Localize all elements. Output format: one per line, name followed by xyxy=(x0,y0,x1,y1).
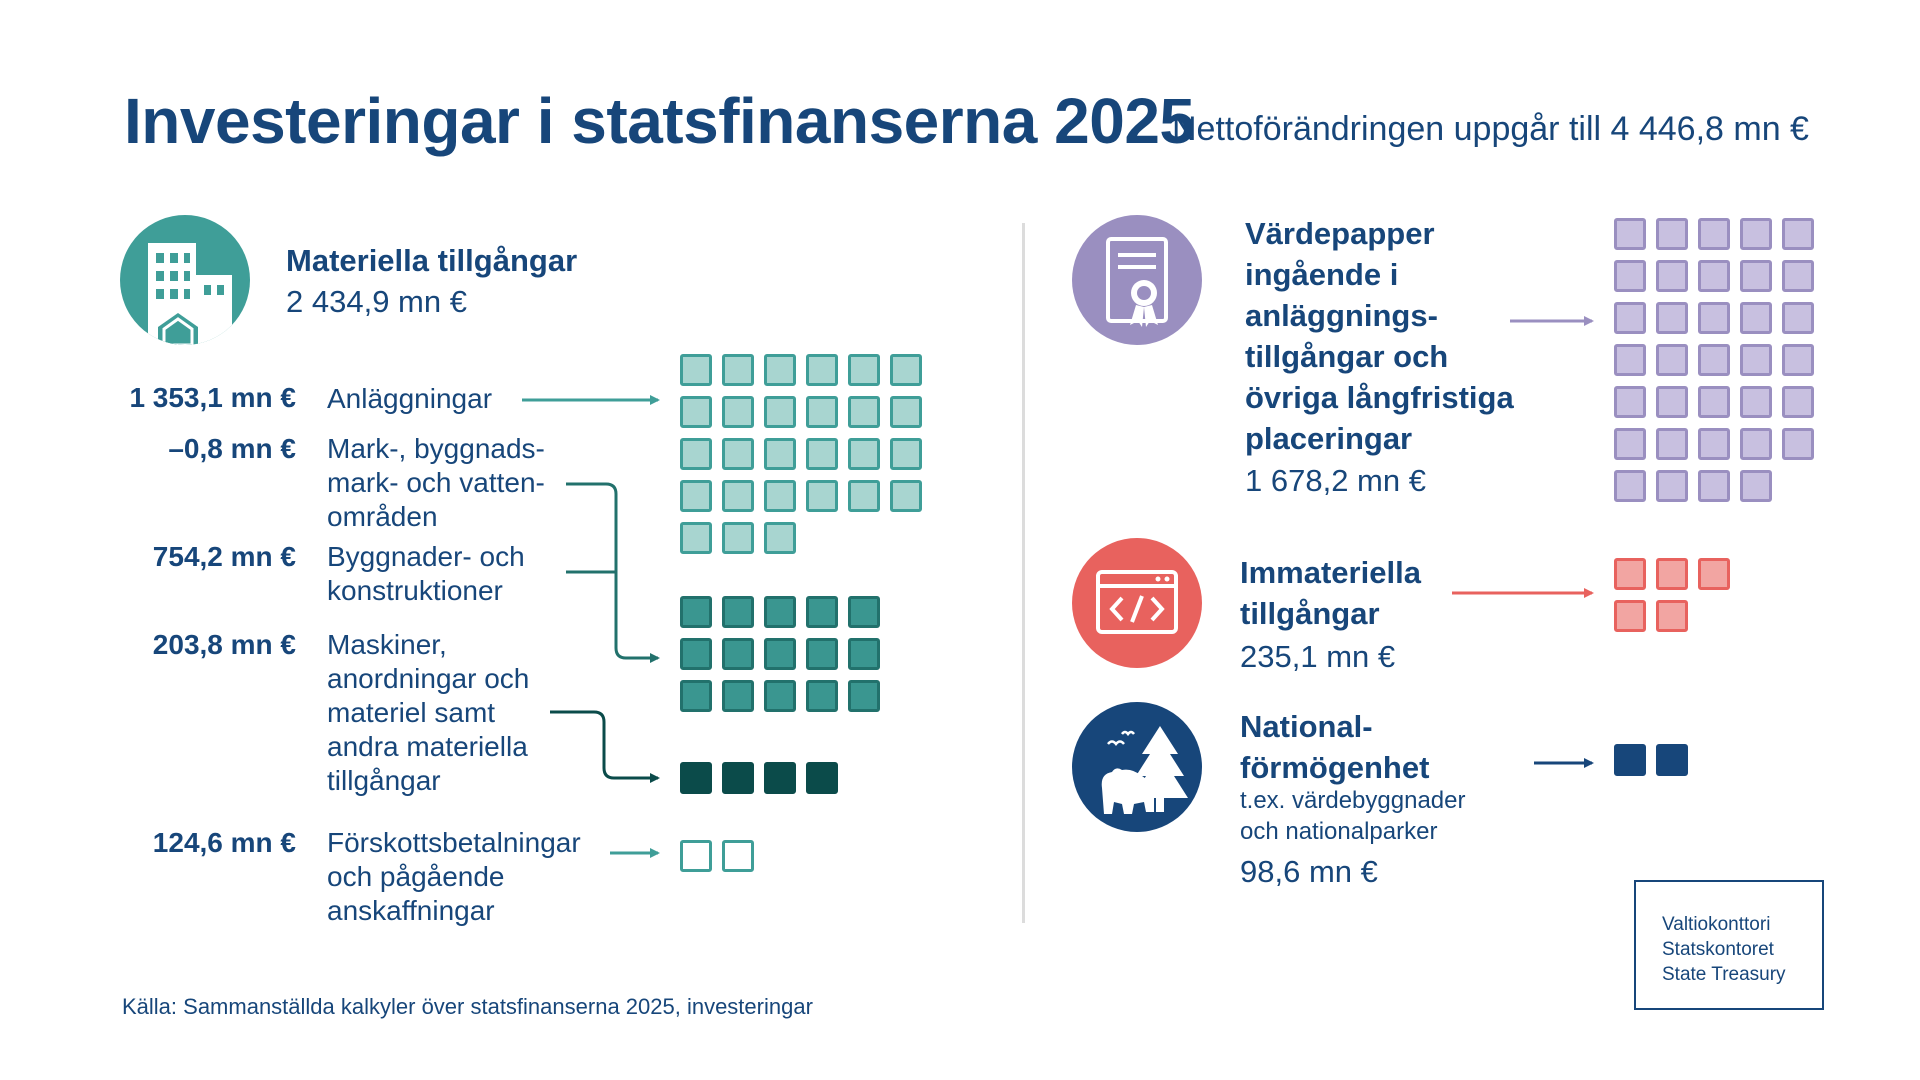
squares-vardepapper xyxy=(1614,218,1834,518)
unit-square xyxy=(1656,218,1688,250)
unit-square xyxy=(680,638,712,670)
unit-square xyxy=(1656,302,1688,334)
squares-maskiner xyxy=(680,762,860,798)
unit-square xyxy=(764,396,796,428)
unit-square xyxy=(1740,344,1772,376)
unit-square xyxy=(848,480,880,512)
unit-square xyxy=(1656,558,1688,590)
unit-square xyxy=(1614,218,1646,250)
source-note: Källa: Sammanställda kalkyler över statsfinanserna 2025, investeringar xyxy=(122,994,813,1019)
unit-square xyxy=(680,522,712,554)
unit-square xyxy=(806,762,838,794)
unit-square xyxy=(1782,428,1814,460)
unit-square xyxy=(806,680,838,712)
unit-square xyxy=(1698,470,1730,502)
unit-square xyxy=(722,522,754,554)
unit-square xyxy=(680,762,712,794)
squares-forskott xyxy=(680,840,780,876)
unit-square xyxy=(1740,260,1772,292)
unit-square xyxy=(1740,386,1772,418)
unit-square xyxy=(1614,600,1646,632)
unit-square xyxy=(848,680,880,712)
unit-square xyxy=(1656,600,1688,632)
unit-square xyxy=(764,596,796,628)
unit-square xyxy=(680,396,712,428)
unit-square xyxy=(848,354,880,386)
unit-square xyxy=(1614,386,1646,418)
unit-square xyxy=(848,438,880,470)
squares-byggnader xyxy=(680,596,900,716)
immateriella-heading: Immateriella tillgångar xyxy=(1240,555,1421,631)
unit-square xyxy=(722,480,754,512)
page-title: Investeringar i statsfinanserna 2025 xyxy=(124,85,1195,157)
code-window-icon xyxy=(1072,538,1202,668)
national-heading: National- förmögenhet xyxy=(1240,709,1430,785)
unit-square xyxy=(1782,344,1814,376)
label-maskiner: Maskiner, anordningar och materiel samt andra materiella tillgångar xyxy=(327,629,530,796)
unit-square xyxy=(1740,428,1772,460)
unit-square xyxy=(764,354,796,386)
unit-square xyxy=(1656,386,1688,418)
materiella-heading: Materiella tillgångar xyxy=(286,243,578,278)
materiella-value: 2 434,9 mn € xyxy=(286,284,467,319)
label-forskott: Förskottsbetalningar och pågående anskaffningar xyxy=(327,827,581,926)
amount-maskiner: 203,8 mn € xyxy=(152,629,296,660)
arrow-byggnader xyxy=(566,484,658,658)
squares-national xyxy=(1614,744,1714,784)
unit-square xyxy=(722,840,754,872)
vardepapper-heading: Värdepapper ingående i anläggnings- tillgångar och övriga långfristiga placeringar xyxy=(1245,216,1514,456)
unit-square xyxy=(722,638,754,670)
label-mark: Mark-, byggnads- mark- och vatten- områden xyxy=(327,433,545,532)
unit-square xyxy=(1698,558,1730,590)
unit-square xyxy=(1614,344,1646,376)
unit-square xyxy=(764,638,796,670)
unit-square xyxy=(764,480,796,512)
unit-square xyxy=(1740,302,1772,334)
unit-square xyxy=(1614,260,1646,292)
unit-square xyxy=(806,480,838,512)
unit-square xyxy=(1656,428,1688,460)
unit-square xyxy=(764,438,796,470)
unit-square xyxy=(680,840,712,872)
unit-square xyxy=(806,396,838,428)
unit-square xyxy=(1656,260,1688,292)
unit-square xyxy=(722,762,754,794)
arrow-maskiner xyxy=(550,712,658,778)
unit-square xyxy=(1782,386,1814,418)
unit-square xyxy=(1614,428,1646,460)
unit-square xyxy=(1614,470,1646,502)
squares-immateriella xyxy=(1614,558,1744,638)
unit-square xyxy=(1740,470,1772,502)
unit-square xyxy=(890,396,922,428)
unit-square xyxy=(1698,302,1730,334)
amount-anlaggningar: 1 353,1 mn € xyxy=(129,382,296,413)
unit-square xyxy=(1782,302,1814,334)
unit-square xyxy=(806,596,838,628)
unit-square xyxy=(722,396,754,428)
unit-square xyxy=(764,680,796,712)
unit-square xyxy=(1614,558,1646,590)
unit-square xyxy=(848,596,880,628)
squares-anlaggningar xyxy=(680,354,940,564)
unit-square xyxy=(722,680,754,712)
unit-square xyxy=(1698,344,1730,376)
page-subtitle: Nettoförändringen uppgår till 4 446,8 mn € xyxy=(1172,110,1809,148)
unit-square xyxy=(680,480,712,512)
unit-square xyxy=(722,438,754,470)
unit-square xyxy=(1656,344,1688,376)
unit-square xyxy=(1698,428,1730,460)
certificate-icon xyxy=(1072,215,1202,345)
label-anlaggningar: Anläggningar xyxy=(327,383,493,414)
unit-square xyxy=(1614,744,1646,776)
unit-square xyxy=(1656,744,1688,776)
unit-square xyxy=(806,638,838,670)
unit-square xyxy=(1782,218,1814,250)
unit-square xyxy=(806,354,838,386)
unit-square xyxy=(1656,470,1688,502)
label-byggnader: Byggnader- och konstruktioner xyxy=(327,541,525,606)
amount-mark: –0,8 mn € xyxy=(168,433,296,464)
unit-square xyxy=(890,480,922,512)
unit-square xyxy=(680,596,712,628)
unit-square xyxy=(1614,302,1646,334)
unit-square xyxy=(1740,218,1772,250)
national-note: t.ex. värdebyggnader och nationalparker xyxy=(1240,787,1466,845)
unit-square xyxy=(680,354,712,386)
unit-square xyxy=(848,396,880,428)
unit-square xyxy=(1698,260,1730,292)
unit-square xyxy=(680,438,712,470)
unit-square xyxy=(848,638,880,670)
unit-square xyxy=(722,354,754,386)
unit-square xyxy=(890,354,922,386)
amount-forskott: 124,6 mn € xyxy=(152,827,296,858)
immateriella-value: 235,1 mn € xyxy=(1240,639,1396,674)
unit-square xyxy=(680,680,712,712)
bear-tree-icon xyxy=(1072,702,1202,832)
unit-square xyxy=(764,762,796,794)
national-value: 98,6 mn € xyxy=(1240,854,1378,889)
unit-square xyxy=(722,596,754,628)
treasury-logo: Valtiokonttori Statskontoret State Treasury xyxy=(1634,880,1824,1010)
unit-square xyxy=(1698,386,1730,418)
unit-square xyxy=(806,438,838,470)
unit-square xyxy=(764,522,796,554)
vardepapper-value: 1 678,2 mn € xyxy=(1245,463,1426,498)
unit-square xyxy=(1698,218,1730,250)
unit-square xyxy=(890,438,922,470)
unit-square xyxy=(1782,260,1814,292)
amount-byggnader: 754,2 mn € xyxy=(152,541,296,572)
